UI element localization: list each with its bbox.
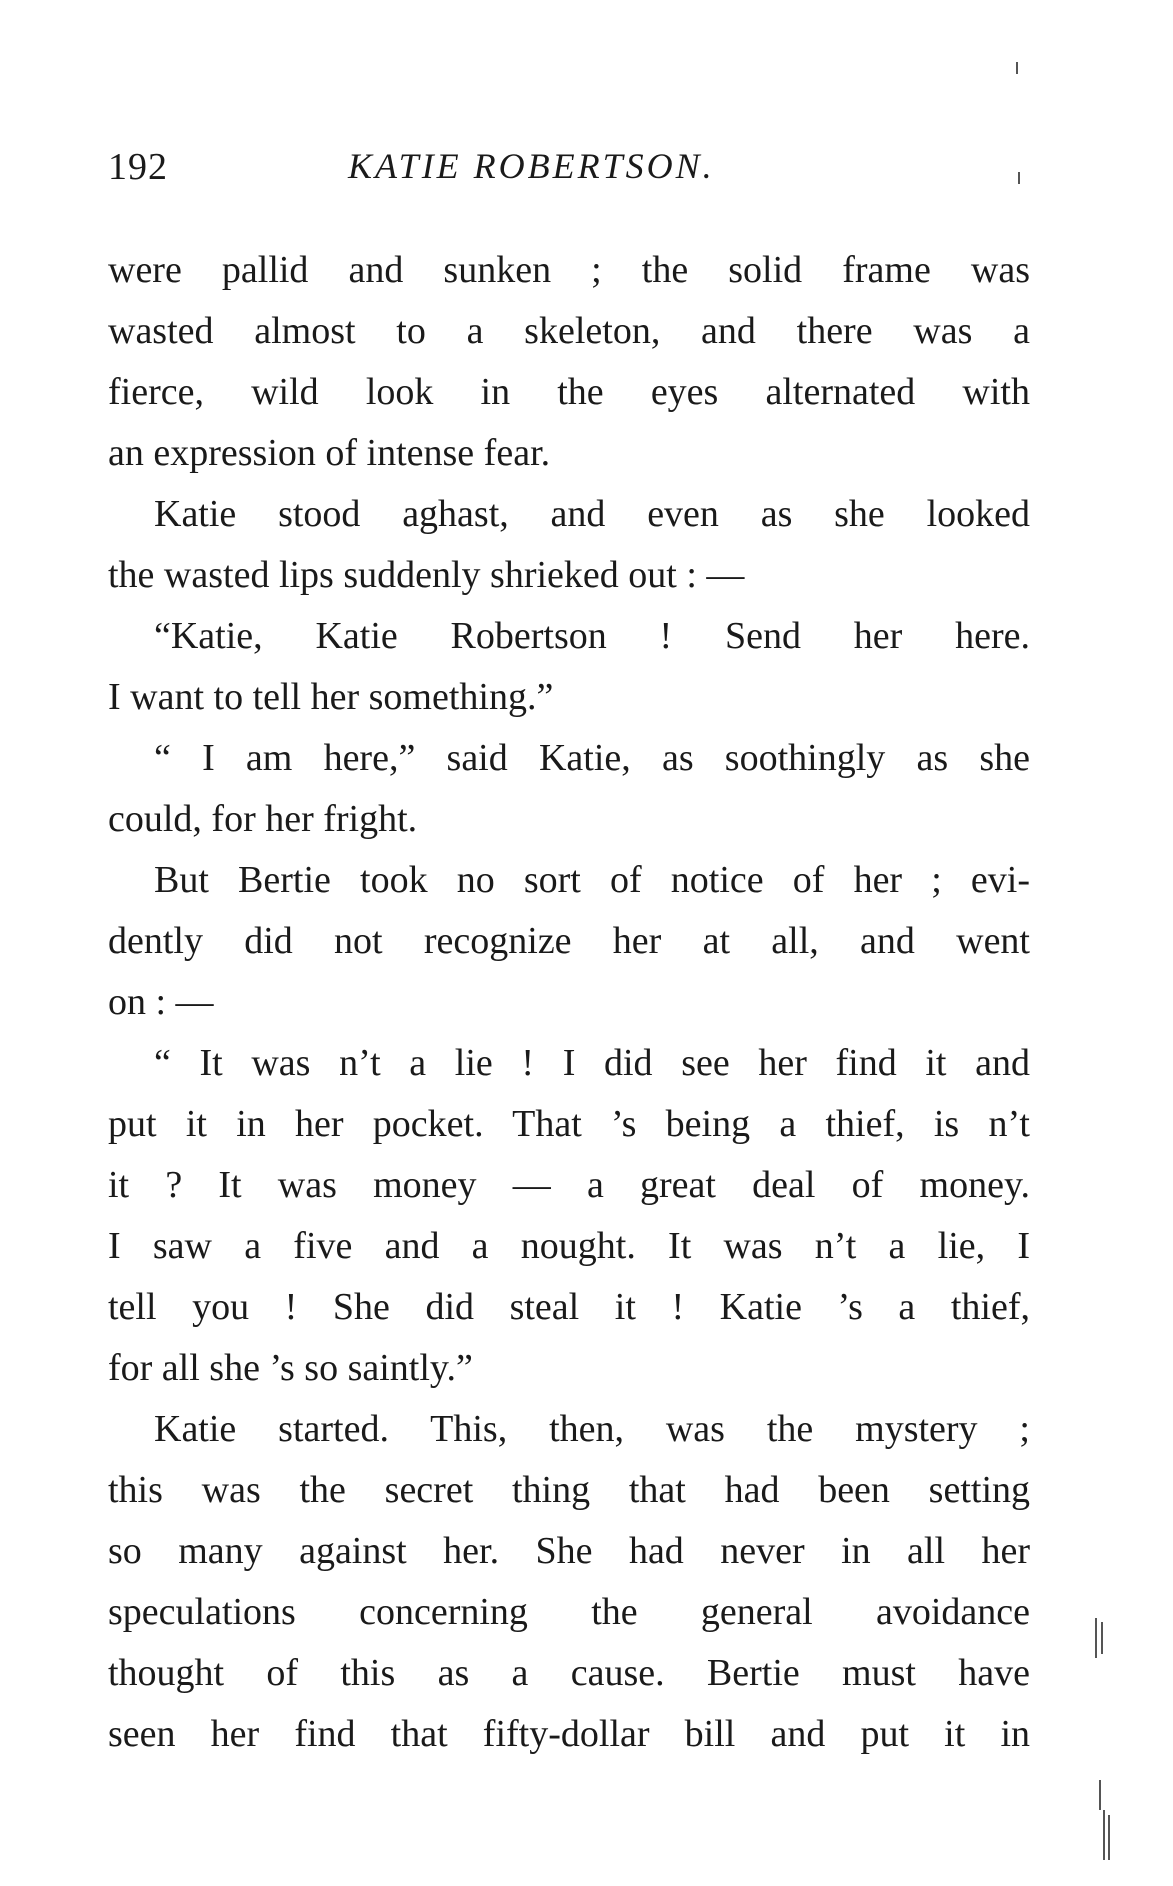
- text-line: But Bertie took no sort of notice of her ; evi-: [154, 859, 1030, 901]
- text-line: could, for her fright.: [108, 798, 418, 840]
- text-line: Katie stood aghast, and even as she looked: [154, 493, 1030, 535]
- text-line: dently did not recognize her at all, and went: [108, 920, 1030, 962]
- text-line: I want to tell her something.”: [108, 676, 554, 718]
- text-line: were pallid and sunken ; the solid frame was: [108, 249, 1030, 291]
- scan-artifact: [1095, 1618, 1097, 1658]
- text-line: Katie started. This, then, was the mystery ;: [154, 1408, 1030, 1450]
- text-line: seen her find that fifty-dollar bill and put it in: [108, 1713, 1030, 1755]
- text-line: fierce, wild look in the eyes alternated with: [108, 371, 1030, 413]
- scan-artifact: [1108, 1815, 1110, 1860]
- text-line: speculations concerning the general avoidance: [108, 1591, 1030, 1633]
- text-line: put it in her pocket. That ’s being a thief, is n’t: [108, 1103, 1030, 1145]
- body-text: [108, 240, 1030, 1765]
- scan-artifact: [1101, 1622, 1103, 1654]
- text-line: so many against her. She had never in all her: [108, 1530, 1030, 1572]
- text-line: I saw a five and a nought. It was n’t a lie, I: [108, 1225, 1030, 1267]
- text-line: tell you ! She did steal it ! Katie ’s a thief,: [108, 1286, 1030, 1328]
- text-line: for all she ’s so saintly.”: [108, 1347, 473, 1389]
- scan-artifact: [1103, 1810, 1105, 1860]
- text-line: an expression of intense fear.: [108, 432, 551, 474]
- text-line: thought of this as a cause. Bertie must have: [108, 1652, 1030, 1694]
- text-line: the wasted lips suddenly shrieked out : —: [108, 554, 745, 596]
- scan-artifact: [1018, 172, 1020, 184]
- scan-artifact: [1099, 1780, 1101, 1810]
- text-line: “ I am here,” said Katie, as soothingly as she: [154, 737, 1030, 779]
- text-line: wasted almost to a skeleton, and there was a: [108, 310, 1030, 352]
- text-line: it ? It was money — a great deal of money.: [108, 1164, 1030, 1206]
- scan-artifact: [1016, 62, 1018, 74]
- page-number: 192: [108, 146, 168, 188]
- page-header: [108, 145, 1028, 195]
- text-line: on : —: [108, 981, 214, 1023]
- text-line: this was the secret thing that had been setting: [108, 1469, 1030, 1511]
- text-line: “ It was n’t a lie ! I did see her find it and: [154, 1042, 1030, 1084]
- running-title: KATIE ROBERTSON.: [348, 146, 715, 186]
- text-line: “Katie, Katie Robertson ! Send her here.: [154, 615, 1030, 657]
